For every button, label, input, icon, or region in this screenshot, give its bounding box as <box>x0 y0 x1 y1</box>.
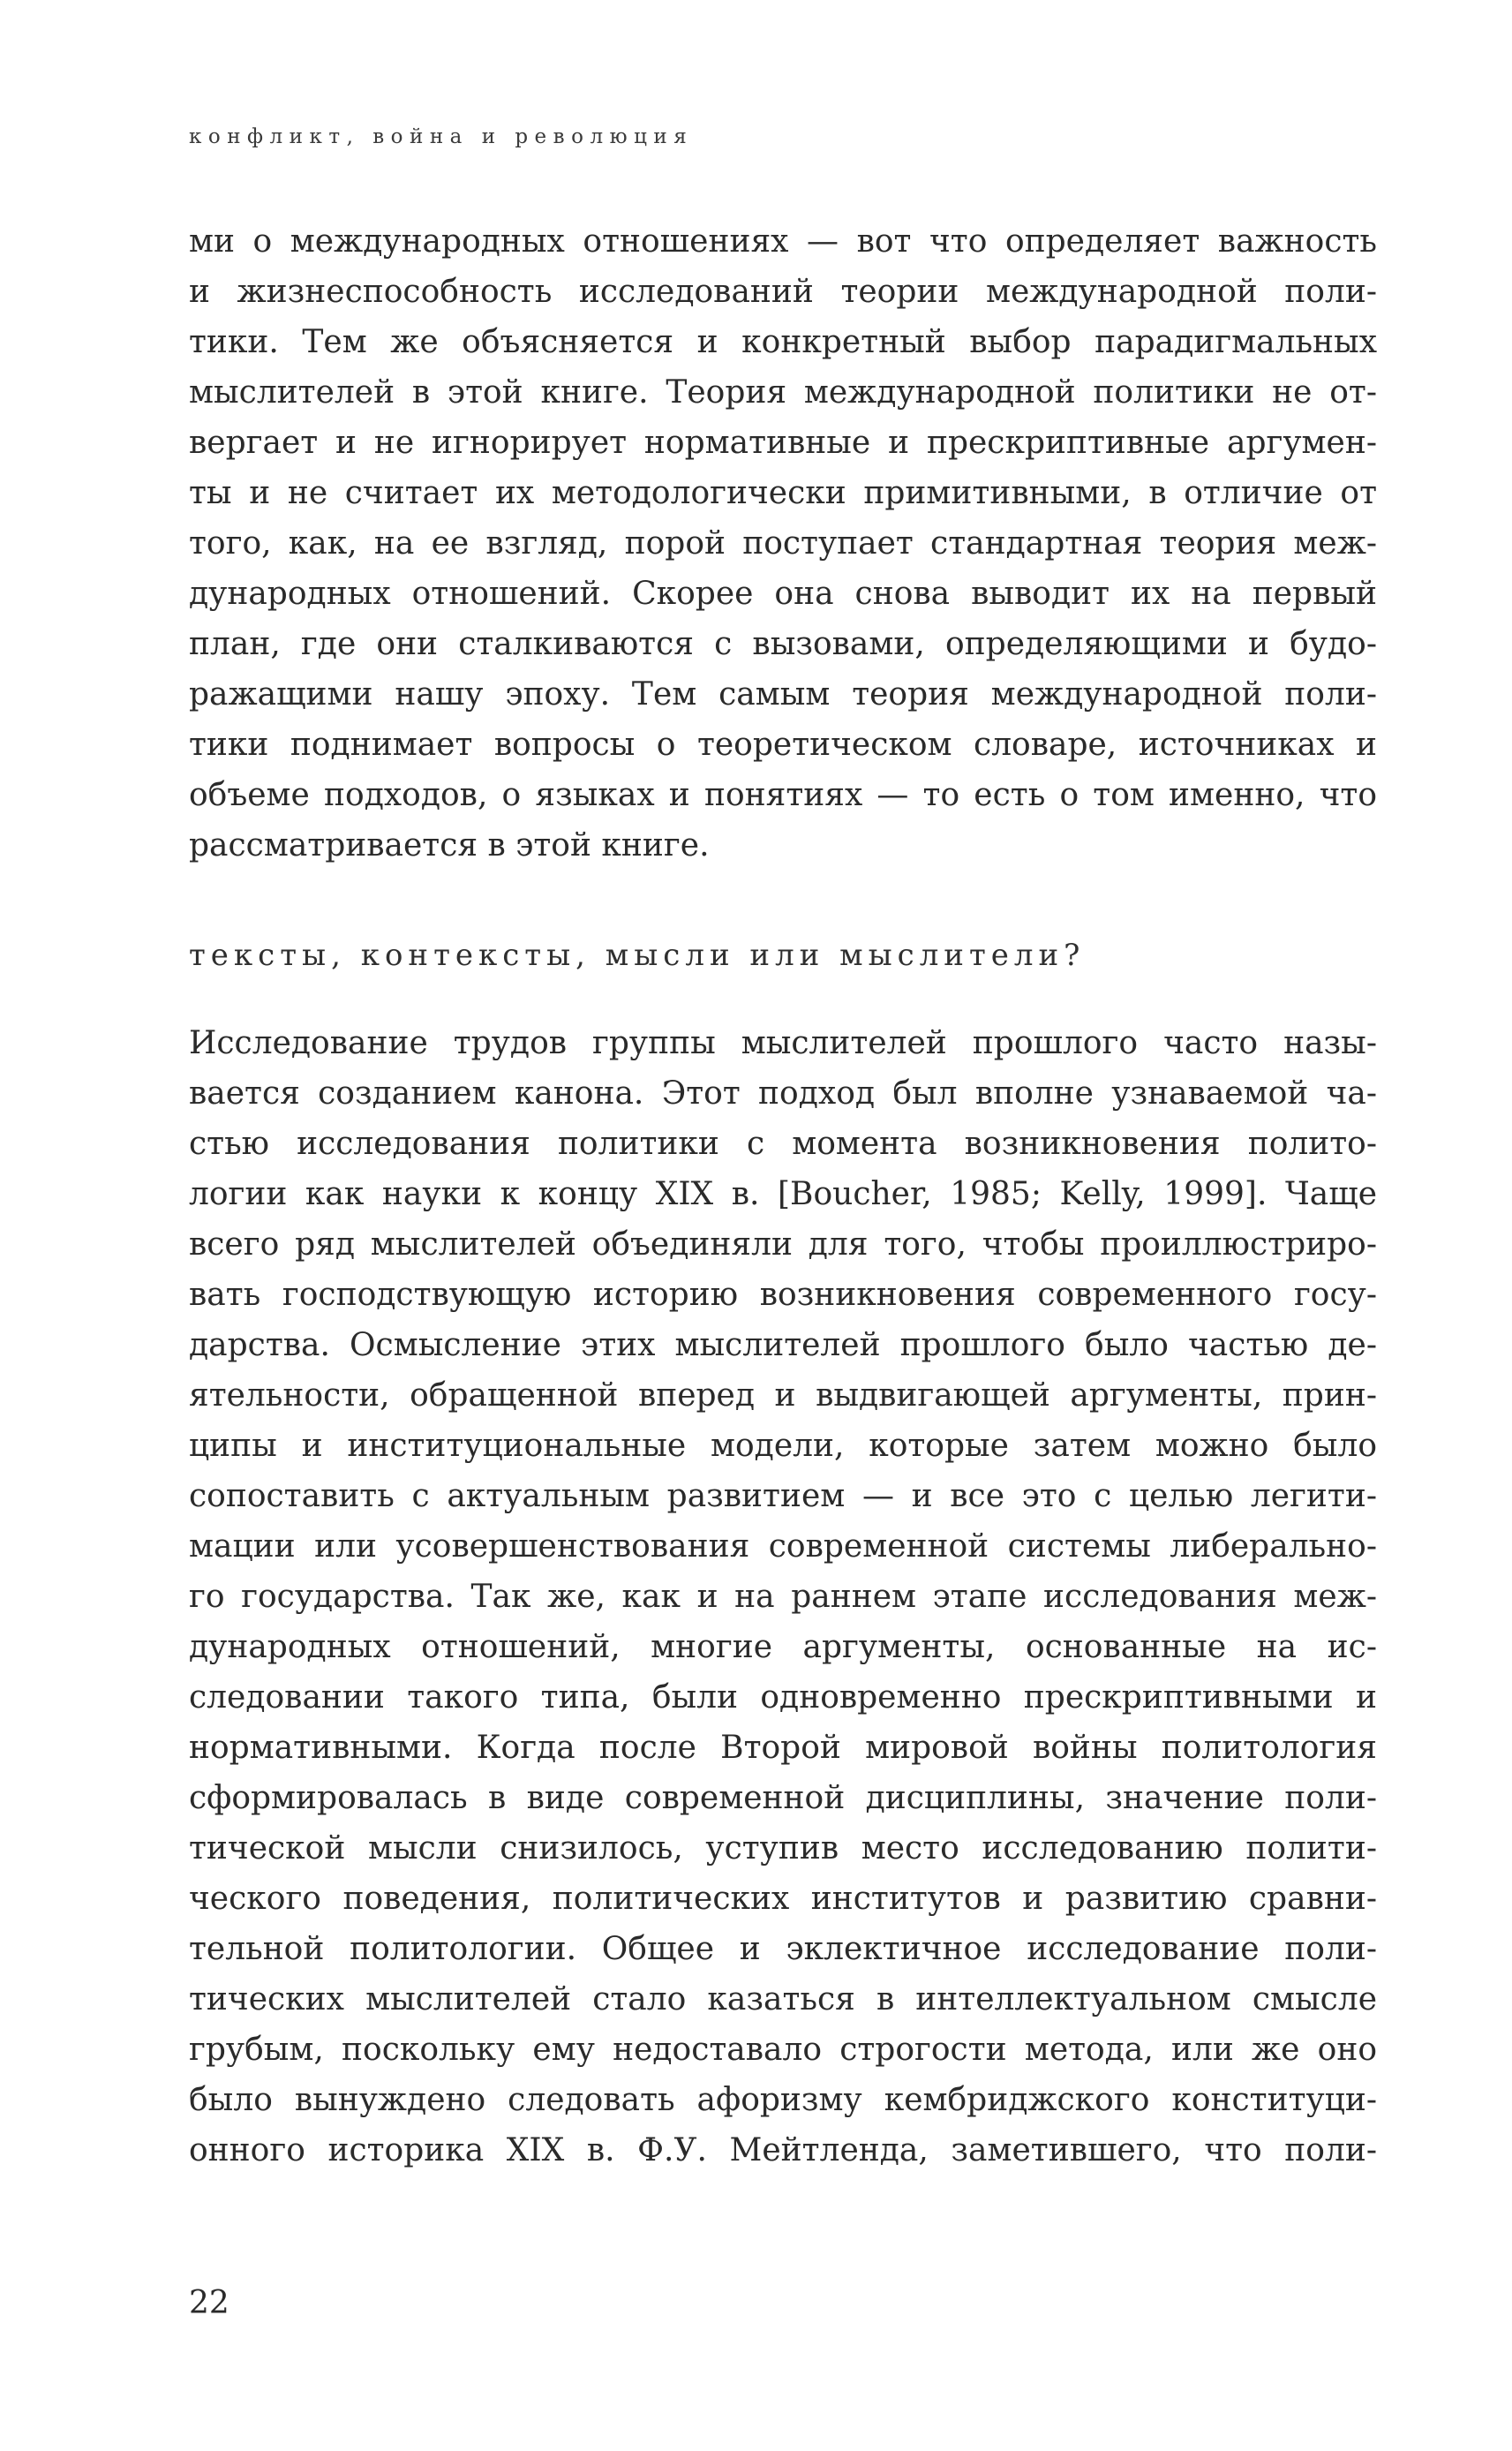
text-line: вается созданием канона. Этот подход был вполне узнаваемой ча- <box>189 1075 1377 1112</box>
text-line: дународных отношений. Скорее она снова выводит их на первый <box>189 576 1377 612</box>
text-line: тики. Тем же объясняется и конкретный выбор парадигмальных <box>189 324 1377 360</box>
text-line: го государства. Так же, как и на раннем этапе исследования меж- <box>189 1579 1377 1615</box>
running-head: конфликт, война и революция <box>189 125 694 148</box>
text-line: мыслителей в этой книге. Теория международной политики не от- <box>189 374 1377 411</box>
text-line: план, где они сталкиваются с вызовами, определяющими и будо- <box>189 626 1377 662</box>
text-line: ческого поведения, политических институтов и развитию сравни- <box>189 1881 1377 1917</box>
section-heading: тексты, контексты, мысли или мыслители? <box>189 938 1086 973</box>
text-line: вать господствующую историю возникновения современного госу- <box>189 1277 1377 1313</box>
text-line: ятельности, обращенной вперед и выдвигающей аргументы, прин- <box>189 1377 1377 1414</box>
text-line: грубым, поскольку ему недоставало строгости метода, или же оно <box>189 2032 1377 2068</box>
text-line: нормативными. Когда после Второй мировой войны политология <box>189 1730 1377 1766</box>
text-line: тических мыслителей стало казаться в интеллектуальном смысле <box>189 1981 1377 2017</box>
paragraph-2 <box>189 1018 1377 2176</box>
text-line: сопоставить с актуальным развитием — и все это с целью легити- <box>189 1478 1377 1514</box>
text-line: ты и не считает их методологически примитивными, в отличие от <box>189 475 1377 511</box>
text-line: того, как, на ее взгляд, порой поступает стандартная теория меж- <box>189 525 1377 562</box>
text-line: было вынуждено следовать афоризму кембриджского конституци- <box>189 2082 1377 2118</box>
text-line: следовании такого типа, были одновременно прескриптивными и <box>189 1679 1377 1716</box>
text-line: ципы и институциональные модели, которые затем можно было <box>189 1428 1377 1464</box>
text-line: объеме подходов, о языках и понятиях — то есть о том именно, что <box>189 777 1377 813</box>
text-line: тической мысли снизилось, уступив место исследованию полити- <box>189 1830 1377 1867</box>
text-line: логии как науки к концу XIX в. [Boucher, 1985; Kelly, 1999]. Чаще <box>189 1176 1377 1212</box>
paragraph-1 <box>189 216 1377 871</box>
text-line: дарства. Осмысление этих мыслителей прошлого было частью де- <box>189 1327 1377 1363</box>
text-line: дународных отношений, многие аргументы, основанные на ис- <box>189 1629 1377 1665</box>
text-line: тельной политологии. Общее и эклектичное исследование поли- <box>189 1931 1377 1967</box>
text-line: онного историка XIX в. Ф.У. Мейтленда, заметившего, что поли- <box>189 2132 1377 2168</box>
text-line: вергает и не игнорирует нормативные и прескриптивные аргумен- <box>189 425 1377 461</box>
text-line: стью исследования политики с момента возникновения полито- <box>189 1126 1377 1162</box>
text-line: Исследование трудов группы мыслителей прошлого часто назы- <box>189 1025 1377 1061</box>
text-line: всего ряд мыслителей объединяли для того, чтобы проиллюстриро- <box>189 1226 1377 1263</box>
text-line: рассматривается в этой книге. <box>189 827 710 864</box>
text-line: ражащими нашу эпоху. Тем самым теория международной поли- <box>189 676 1377 713</box>
page-number: 22 <box>189 2285 229 2321</box>
text-line: и жизнеспособность исследований теории международной поли- <box>189 274 1377 310</box>
text-line: ми о международных отношениях — вот что определяет важность <box>189 223 1377 260</box>
text-line: тики поднимает вопросы о теоретическом словаре, источниках и <box>189 727 1377 763</box>
text-line: сформировалась в виде современной дисциплины, значение поли- <box>189 1780 1377 1816</box>
text-line: мации или усовершенствования современной системы либерально- <box>189 1528 1377 1565</box>
